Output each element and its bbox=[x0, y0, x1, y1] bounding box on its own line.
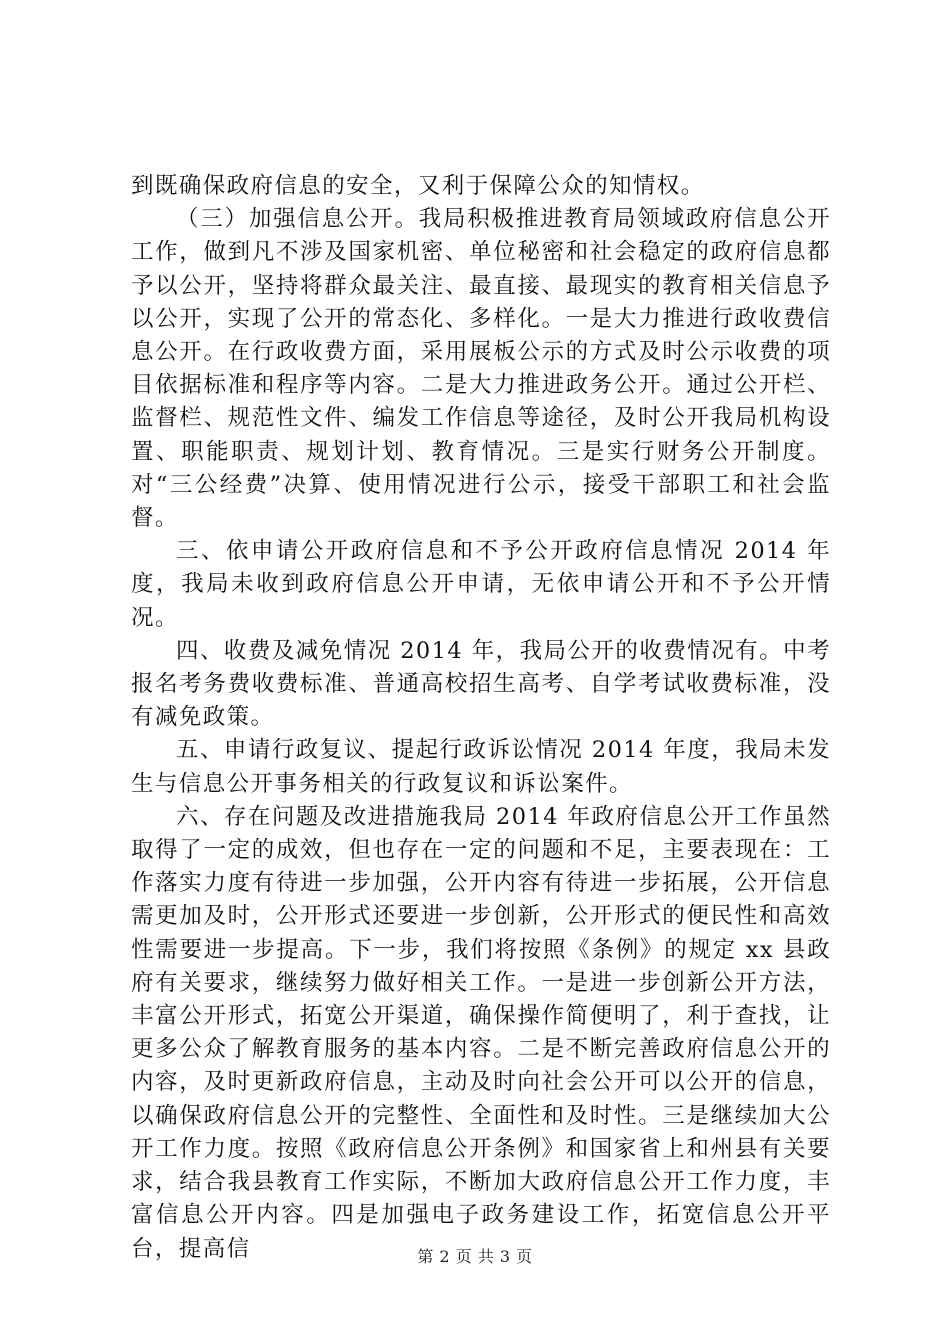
paragraph-fees: 四、收费及减免情况 2014 年，我局公开的收费情况有。中考报名考务费收费标准、普通高校招生高考、自学考试收费标准，没有减免政策。 bbox=[131, 637, 831, 731]
document-body bbox=[131, 170, 831, 1266]
paragraph-review-litigation: 五、申请行政复议、提起行政诉讼情况 2014 年度，我局未发生与信息公开事务相关的行政复议和诉讼案件。 bbox=[131, 737, 831, 797]
paragraph-continuation: 到既确保政府信息的安全，又利于保障公众的知情权。 bbox=[131, 173, 705, 199]
paragraph-application-disclosure: 三、依申请公开政府信息和不予公开政府信息情况 2014 年度，我局未收到政府信息公开申请，无依申请公开和不予公开情况。 bbox=[131, 538, 831, 631]
paragraph-problems-measures: 六、存在问题及改进措施我局 2014 年政府信息公开工作虽然取得了一定的成效，但也存在一定的问题和不足，主要表现在：工作落实力度有待进一步加强，公开内容有待进一步拓展，公开信息需更加及时，公开形式还要进一步创新，公开形式的便民性和高效性需要进一步提高。下一步，我们将按照《条例》的规定 xx 县政府有关要求，继续努力做好相关工作。一是进一步创新公开方法，丰富公开形式，拓宽公开渠道，确保操作简便明了，利于查找，让更多公众了解教育服务的基本内容。二是不断完善政府信息公开的内容，及时更新政府信息，主动及时向社会公开可以公开的信息，以确保政府信息公开的完整性、全面性和及时性。三是继续加大公开工作力度。按照《政府信息公开条例》和国家省上和州县有关要求，结合我县教育工作实际，不断加大政府信息公开工作力度，丰富信息公开内容。四是加强电子政务建设工作，拓宽信息公开平台，提高信 bbox=[131, 803, 831, 1262]
page-footer: 第 2 页 共 3 页 bbox=[417, 1247, 533, 1266]
paragraph-section-3: （三）加强信息公开。我局积极推进教育局领域政府信息公开工作，做到凡不涉及国家机密、单位秘密和社会稳定的政府信息都予以公开，坚持将群众最关注、最直接、最现实的教育相关信息予以公开，实现了公开的常态化、多样化。一是大力推进行政收费信息公开。在行政收费方面，采用展板公示的方式及时公示收费的项目依据标准和程序等内容。二是大力推进政务公开。通过公开栏、监督栏、规范性文件、编发工作信息等途径，及时公开我局机构设置、职能职责、规划计划、教育情况。三是实行财务公开制度。对“三公经费”决算、使用情况进行公示，接受干部职工和社会监督。 bbox=[131, 206, 831, 532]
